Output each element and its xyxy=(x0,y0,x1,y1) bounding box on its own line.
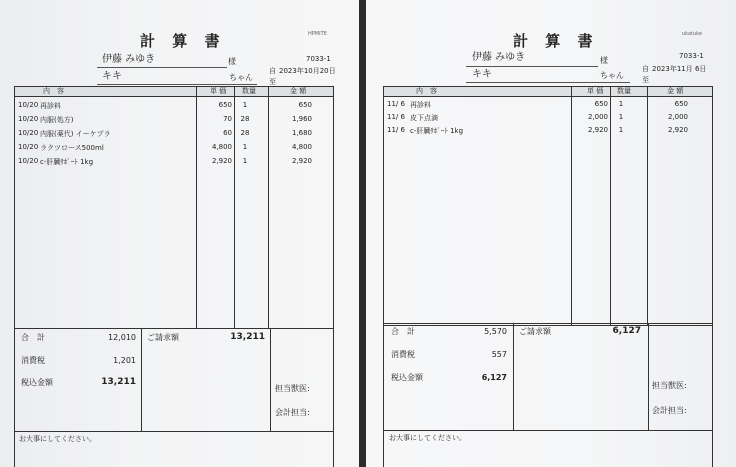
honorific-chan: ちゃん xyxy=(600,71,624,80)
invoice-title: 計 算 書 xyxy=(513,32,599,50)
patient-name: 伊藤 みゆき xyxy=(102,54,156,65)
date-to-label: 至 xyxy=(269,78,276,86)
invoice-date: 2023年11月 6日 xyxy=(652,65,707,73)
invoice-number: 7033-1 xyxy=(306,55,331,63)
invoice-title: 計 算 書 xyxy=(140,32,226,50)
subtotal-label: 合 計 xyxy=(21,333,45,342)
billed-label: ご請求額 xyxy=(147,333,179,342)
date-from-label: 自 xyxy=(642,65,649,73)
note-text: お大事にしてください。 xyxy=(389,434,466,442)
tax-value: 557 xyxy=(491,350,507,359)
billed-value: 6,127 xyxy=(612,326,641,336)
invoice-date: 2023年10月20日 xyxy=(279,67,336,75)
header-unit-price: 単 価 xyxy=(210,87,227,95)
header-qty: 数量 xyxy=(617,87,631,95)
header-amount: 金 額 xyxy=(667,87,684,95)
patient-name: 伊藤 みゆき xyxy=(472,52,526,63)
vet-label: 担当獣医: xyxy=(275,384,310,393)
subtotal-label: 合 計 xyxy=(391,327,415,336)
tax-label: 消費税 xyxy=(391,350,415,359)
total-value: 6,127 xyxy=(481,373,507,382)
header-amount: 金 額 xyxy=(290,87,307,95)
total-value: 13,211 xyxy=(101,377,136,387)
note-text: お大事にしてください。 xyxy=(19,435,96,443)
total-label: 税込金額 xyxy=(391,373,423,382)
invoice-number: 7033-1 xyxy=(679,52,704,60)
subtotal-value: 5,570 xyxy=(484,327,507,336)
date-from-label: 自 xyxy=(269,67,276,75)
honorific-sama: 様 xyxy=(228,57,236,66)
vet-label: 担当獣医: xyxy=(652,381,687,390)
billed-label: ご請求額 xyxy=(519,327,551,336)
items-table: 内 容 単 価 数量 金 額 10/20 再診料 650 1 650 10/20 内服(処方) 70 28 1,960 10/20 内服(薬代) イーケプラ 60 28 1,680 10/20 ラクツロース500ml 4,800 1 4,800 10/20 c-肝臓ｻﾎﾟｰﾄ 1kg 2,920 1 2,920 xyxy=(14,86,334,329)
honorific-chan: ちゃん xyxy=(229,73,253,82)
cashier-label: 会計担当: xyxy=(275,408,310,417)
form-code: HPMITE xyxy=(308,31,327,37)
tax-value: 1,201 xyxy=(113,356,136,365)
total-label: 税込金額 xyxy=(21,378,53,387)
header-item: 内 容 xyxy=(43,87,64,95)
invoice-sheet-right xyxy=(366,0,736,467)
billed-value: 13,211 xyxy=(230,332,265,342)
form-code: ukatuke xyxy=(682,31,702,37)
tax-label: 消費税 xyxy=(21,356,45,365)
honorific-sama: 様 xyxy=(600,56,608,65)
date-to-label: 至 xyxy=(642,76,649,84)
items-table: 内 容 単 価 数量 金 額 11/ 6 再診料 650 1 650 11/ 6 皮下点滴 2,000 1 2,000 11/ 6 c-肝臓ｻﾎﾟｰﾄ 1kg 2,920 1 2,920 xyxy=(383,86,713,326)
pet-name: キキ xyxy=(102,71,122,82)
subtotal-value: 12,010 xyxy=(108,333,136,342)
header-item: 内 容 xyxy=(416,87,437,95)
invoice-sheet-left xyxy=(0,0,359,467)
pet-name: キキ xyxy=(472,69,492,80)
cashier-label: 会計担当: xyxy=(652,406,687,415)
header-unit-price: 単 価 xyxy=(587,87,604,95)
header-qty: 数量 xyxy=(242,87,256,95)
